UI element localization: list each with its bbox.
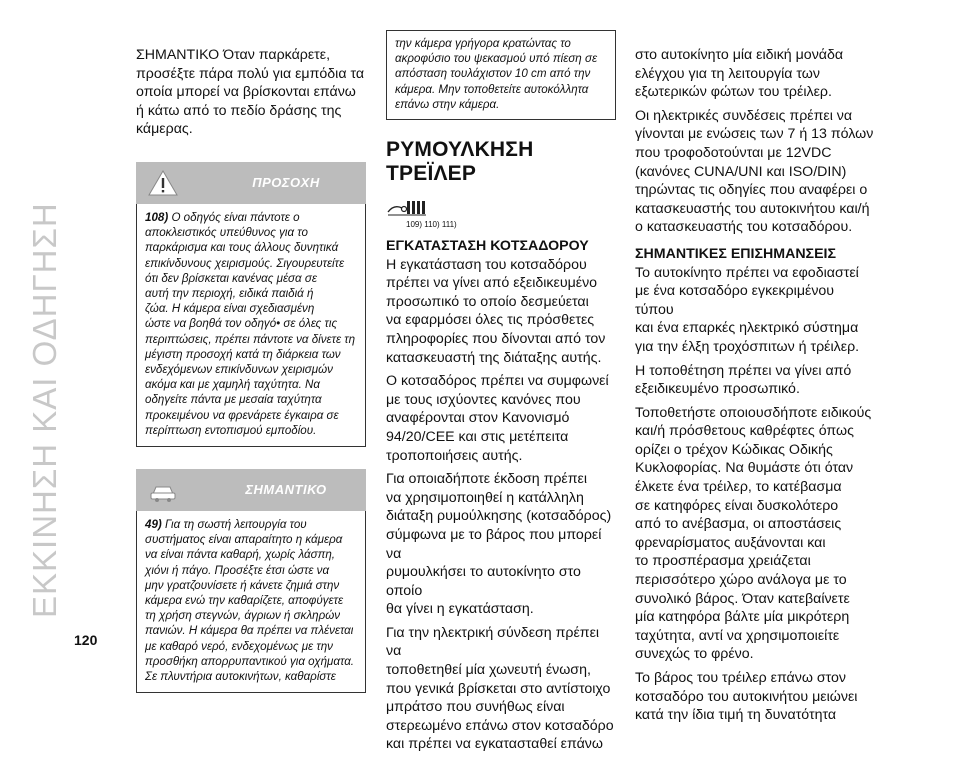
paragraph: Ο κοτσαδόρος πρέπει να συμφωνεί με τους ισχύοντες κανόνες που αναφέρονται στον Κανονισμό 94/20/CEE και στις μετέπειτα τροποποιήσεις αυτής. <box>386 373 609 464</box>
section-side-title <box>26 18 76 618</box>
intro-paragraph: ΣΗΜΑΝΤΙΚΟ Όταν παρκάρετε, προσέξτε πάρα πολύ για εμπόδια τα οποία μπορεί να βρίσκονται επάνω ή κάτω από το πεδίο δράσης της κάμερας. <box>136 47 365 138</box>
important-box-header <box>136 469 366 511</box>
car-important-icon <box>148 477 178 503</box>
subheading-installation: ΕΓΚΑΤΑΣΤΑΣΗ ΚΟΤΣΑΔΟΡΟΥ <box>386 238 589 255</box>
paragraph: Η τοποθέτηση πρέπει να γίνει από εξειδικευμένο προσωπικό. <box>635 362 852 398</box>
important-ref: 49) <box>145 518 162 532</box>
warning-box-body <box>136 204 366 447</box>
important-text: Για τη σωστή λειτουργία του συστήματος είναι απαραίτητο η κάμερα να είναι πάντα καθαρή, χωρίς λάσπη, χιόνι ή πάγο. Προσέξτε έτσι ώστε να μην γρατζουνίσετε ή κάνετε ζημιά στην κάμερα ενώ την καθαρίζετε, αποφύγετε τη χρήση στεγνών, άγριων ή σκληρών πανιών. Η κάμερα θα πρέπει να πλένεται με καθαρό νερό, ενδεχομένως με την προσθήκη απορρυπαντικού για οχήματα. Σε πλυντήρια αυτοκινήτων, καθαρίστε <box>145 518 355 684</box>
important-box-continued: την κάμερα γρήγορα κρατώντας το ακροφύσιο του ψεκασμού υπό πίεση σε απόσταση τουλάχιστον 10 cm από την κάμερα. Μην τοποθετείτε αυτοκόλλητα επάνω στην κάμερα. <box>386 30 616 120</box>
warning-text: Ο οδηγός είναι πάντοτε ο αποκλειστικός υπεύθυνος για το παρκάρισμα και τους άλλους δυνητικά επικίνδυνους χειρισμούς. Σιγουρευτείτε ότι δεν βρίσκεται κανένας μέσα σε αυτή την περιοχή, ειδικά παιδιά ή ζώα. Η κάμερα είναι σχεδιασμένη ώστε να βοηθά τον οδηγό• σε όλες τις περιπτώσεις, πρέπει πάντοτε να δίνετε τη μέγιστη προσοχή κατά τη διάρκεια των ενδεχόμενων επικίνδυνων χειρισμών ακόμα και με χαμηλή ταχύτητα. Να οδηγείτε πάντα με μεσαία ταχύτητα προκειμένου να φρενάρετε έγκαιρα σε περίπτωση εντοπισμού εμποδίου. <box>145 210 356 437</box>
paragraph: στο αυτοκίνητο μία ειδική μονάδα ελέγχου για τη λειτουργία των εξωτερικών φώτων του τρέιλερ. <box>635 47 844 101</box>
reference-numbers: 109) 110) 111) <box>406 220 457 230</box>
trailer-hitch-icon <box>386 198 428 218</box>
paragraph: Για οποιαδήποτε έκδοση πρέπει να χρησιμοποιηθεί η κατάλληλη διάταξη ρυμούλκησης (κοτσαδόρος) σύμφωνα με το βάρος που μπορεί να ρυμουλκήσει το αυτοκίνητο στο οποίο θα γίνει η εγκατάσταση. <box>386 471 612 618</box>
paragraph: Το βάρος του τρέιλερ επάνω στον κοτσαδόρο του αυτοκινήτου μειώνει κατά την ίδια τιμή τη δυνατότητα <box>635 670 858 724</box>
warning-box-header <box>136 162 366 204</box>
paragraph: Για την ηλεκτρική σύνδεση πρέπει να τοποθετηθεί μία χωνευτή ένωση, που γενικά βρίσκεται στο αντίστοιχο μπράτσο που συνήθως είναι στερεωμένο επάνω στον κοτσαδόρο και πρέπει να εγκατασταθεί επάνω <box>386 624 614 753</box>
paragraph: Οι ηλεκτρικές συνδέσεις πρέπει να γίνονται με ενώσεις των 7 ή 13 πόλων που τροφοδοτούνται με 12VDC (κανόνες CUNA/UNI και ISO/DIN) τηρώντας τις οδηγίες που αναφέρει ο κατασκευαστής του αυτοκινήτου και/ή ο κατασκευαστής του κοτσαδόρου. <box>635 107 874 236</box>
paragraph: Τοποθετήστε οποιουσδήποτε ειδικούς και/ή πρόσθετους καθρέφτες όπως ορίζει ο τρέχον Κώδικας Οδικής Κυκλοφορίας. Να θυμάστε ότι όταν έλκετε ένα τρέιλερ, το κατέβασμα σε κατηφόρες είναι δυσκολότερο από το ανέβασμα, οι αποστάσεις φρεναρίσματος αυξάνονται και το προσπέρασμα χρειάζεται περισσότερο χώρο ανάλογα με το συνολικό βάρος. Όταν κατεβαίνετε μία κατηφόρα βάλτε μία μικρότερη ταχύτητα, αντί να χρησιμοποιείτε συνεχώς το φρένο. <box>635 404 872 663</box>
subheading-important-notes: ΣΗΜΑΝΤΙΚΕΣ ΕΠΙΣΗΜΑΝΣΕΙΣ <box>635 245 836 262</box>
paragraph: Η εγκατάσταση του κοτσαδόρου πρέπει να γίνει από εξειδικευμένο προσωπικό το οποίο δεσμεύεται να εφαρμόσει όλες τις πρόσθετες πληροφορίες που δίνονται από τον κατασκευαστή της διάταξης αυτής. <box>386 256 606 366</box>
important-box-body <box>136 511 366 693</box>
page-number: 120 <box>74 632 98 648</box>
section-side-title-text: ΕΚΚΙΝΗΣΗ ΚΑΙ ΟΔΗΓΗΣΗ <box>26 202 63 618</box>
warning-ref: 108) <box>145 210 169 224</box>
paragraph: Το αυτοκίνητο πρέπει να εφοδιαστεί με ένα κοτσαδόρο εγκεκριμένου τύπου και ένα επαρκές ηλεκτρικό σύστημα για την έλξη τροχόσπιτων ή τρέιλερ. <box>635 264 860 355</box>
section-heading: ΡΥΜΟΥΛΚΗΣΗ ΤΡΕΪΛΕΡ <box>386 138 534 186</box>
important-box-title: ΣΗΜΑΝΤΙΚΟ <box>245 482 327 498</box>
warning-box-title: ΠΡΟΣΟΧΗ <box>252 174 320 190</box>
column-3 <box>635 46 875 730</box>
warning-triangle-icon <box>148 170 178 196</box>
column-1 <box>136 46 366 693</box>
column-2 <box>386 37 616 759</box>
references-row <box>386 198 616 218</box>
